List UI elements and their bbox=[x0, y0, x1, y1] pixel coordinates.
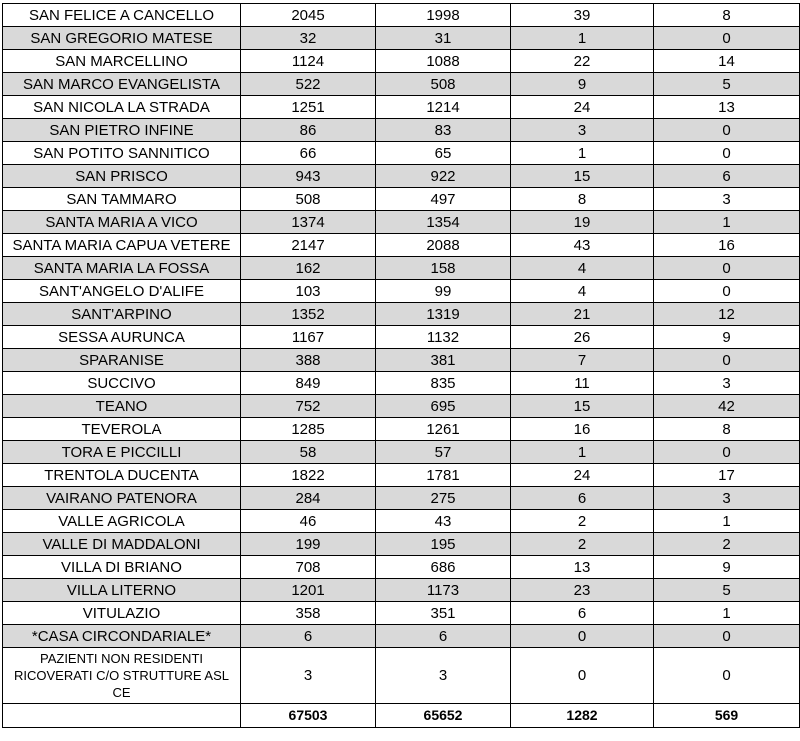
value-cell-3: 15 bbox=[511, 165, 654, 188]
value-cell-2: 922 bbox=[376, 165, 511, 188]
value-cell-2: 57 bbox=[376, 441, 511, 464]
row-name-cell: TEANO bbox=[3, 395, 241, 418]
value-cell-3: 22 bbox=[511, 50, 654, 73]
row-name-cell: SAN TAMMARO bbox=[3, 188, 241, 211]
value-cell-3: 4 bbox=[511, 257, 654, 280]
value-cell-4: 0 bbox=[654, 625, 800, 648]
row-name-cell: SAN MARCO EVANGELISTA bbox=[3, 73, 241, 96]
value-cell-3: 26 bbox=[511, 326, 654, 349]
value-cell-4: 1 bbox=[654, 211, 800, 234]
row-name-cell: *CASA CIRCONDARIALE* bbox=[3, 625, 241, 648]
table-row bbox=[3, 326, 800, 349]
row-name-cell: TRENTOLA DUCENTA bbox=[3, 464, 241, 487]
value-cell-4: 42 bbox=[654, 395, 800, 418]
value-cell-4: 8 bbox=[654, 418, 800, 441]
table-row bbox=[3, 372, 800, 395]
table-row bbox=[3, 234, 800, 257]
value-cell-3: 19 bbox=[511, 211, 654, 234]
table-row bbox=[3, 579, 800, 602]
value-cell-1: 1251 bbox=[241, 96, 376, 119]
value-cell-3: 7 bbox=[511, 349, 654, 372]
value-cell-4: 0 bbox=[654, 119, 800, 142]
value-cell-4: 5 bbox=[654, 579, 800, 602]
table-row bbox=[3, 119, 800, 142]
table-row bbox=[3, 510, 800, 533]
value-cell-4: 9 bbox=[654, 556, 800, 579]
table-row bbox=[3, 533, 800, 556]
value-cell-2: 65 bbox=[376, 142, 511, 165]
value-cell-1: 2045 bbox=[241, 4, 376, 27]
value-cell-2: 3 bbox=[376, 648, 511, 704]
table-row bbox=[3, 96, 800, 119]
value-cell-3: 4 bbox=[511, 280, 654, 303]
table-row bbox=[3, 464, 800, 487]
row-name-cell: SAN PRISCO bbox=[3, 165, 241, 188]
value-cell-1: 2147 bbox=[241, 234, 376, 257]
value-cell-3: 23 bbox=[511, 579, 654, 602]
row-name-cell: SUCCIVO bbox=[3, 372, 241, 395]
table-row bbox=[3, 257, 800, 280]
value-cell-1: 1285 bbox=[241, 418, 376, 441]
value-cell-1: 358 bbox=[241, 602, 376, 625]
total-cell-3: 1282 bbox=[511, 704, 654, 728]
value-cell-3: 24 bbox=[511, 96, 654, 119]
value-cell-4: 6 bbox=[654, 165, 800, 188]
value-cell-3: 6 bbox=[511, 487, 654, 510]
row-name-cell: SAN FELICE A CANCELLO bbox=[3, 4, 241, 27]
value-cell-3: 21 bbox=[511, 303, 654, 326]
value-cell-4: 14 bbox=[654, 50, 800, 73]
table-row bbox=[3, 73, 800, 96]
value-cell-4: 3 bbox=[654, 372, 800, 395]
value-cell-3: 9 bbox=[511, 73, 654, 96]
table-row bbox=[3, 625, 800, 648]
value-cell-2: 43 bbox=[376, 510, 511, 533]
table-row bbox=[3, 165, 800, 188]
table-row bbox=[3, 395, 800, 418]
row-name-cell: TEVEROLA bbox=[3, 418, 241, 441]
value-cell-2: 1173 bbox=[376, 579, 511, 602]
value-cell-1: 508 bbox=[241, 188, 376, 211]
value-cell-1: 1374 bbox=[241, 211, 376, 234]
table-row bbox=[3, 50, 800, 73]
row-name-cell: VALLE AGRICOLA bbox=[3, 510, 241, 533]
value-cell-4: 1 bbox=[654, 510, 800, 533]
value-cell-4: 13 bbox=[654, 96, 800, 119]
value-cell-3: 8 bbox=[511, 188, 654, 211]
value-cell-4: 1 bbox=[654, 602, 800, 625]
value-cell-3: 3 bbox=[511, 119, 654, 142]
value-cell-1: 86 bbox=[241, 119, 376, 142]
value-cell-2: 2088 bbox=[376, 234, 511, 257]
row-name-cell: SAN GREGORIO MATESE bbox=[3, 27, 241, 50]
value-cell-1: 1167 bbox=[241, 326, 376, 349]
table-row bbox=[3, 602, 800, 625]
value-cell-3: 1 bbox=[511, 441, 654, 464]
row-name-cell: SANTA MARIA A VICO bbox=[3, 211, 241, 234]
value-cell-2: 1354 bbox=[376, 211, 511, 234]
municipality-table bbox=[2, 3, 800, 728]
row-name-cell: TORA E PICCILLI bbox=[3, 441, 241, 464]
value-cell-4: 16 bbox=[654, 234, 800, 257]
row-name-cell: SAN PIETRO INFINE bbox=[3, 119, 241, 142]
value-cell-2: 381 bbox=[376, 349, 511, 372]
value-cell-4: 0 bbox=[654, 280, 800, 303]
value-cell-2: 351 bbox=[376, 602, 511, 625]
row-name-cell: VILLA DI BRIANO bbox=[3, 556, 241, 579]
table-body bbox=[3, 4, 800, 728]
value-cell-4: 0 bbox=[654, 441, 800, 464]
value-cell-3: 2 bbox=[511, 510, 654, 533]
value-cell-1: 943 bbox=[241, 165, 376, 188]
value-cell-1: 32 bbox=[241, 27, 376, 50]
value-cell-1: 199 bbox=[241, 533, 376, 556]
value-cell-2: 1088 bbox=[376, 50, 511, 73]
total-cell-4: 569 bbox=[654, 704, 800, 728]
value-cell-3: 16 bbox=[511, 418, 654, 441]
value-cell-2: 686 bbox=[376, 556, 511, 579]
value-cell-3: 24 bbox=[511, 464, 654, 487]
table-row bbox=[3, 211, 800, 234]
value-cell-2: 1319 bbox=[376, 303, 511, 326]
table-row bbox=[3, 27, 800, 50]
value-cell-2: 1998 bbox=[376, 4, 511, 27]
value-cell-4: 8 bbox=[654, 4, 800, 27]
value-cell-2: 1261 bbox=[376, 418, 511, 441]
value-cell-4: 0 bbox=[654, 27, 800, 50]
value-cell-4: 0 bbox=[654, 648, 800, 704]
value-cell-3: 1 bbox=[511, 142, 654, 165]
totals-row bbox=[3, 704, 800, 728]
value-cell-1: 103 bbox=[241, 280, 376, 303]
value-cell-2: 1132 bbox=[376, 326, 511, 349]
value-cell-2: 158 bbox=[376, 257, 511, 280]
value-cell-1: 46 bbox=[241, 510, 376, 533]
value-cell-2: 275 bbox=[376, 487, 511, 510]
value-cell-1: 1352 bbox=[241, 303, 376, 326]
row-name-cell: VAIRANO PATENORA bbox=[3, 487, 241, 510]
value-cell-1: 752 bbox=[241, 395, 376, 418]
value-cell-1: 284 bbox=[241, 487, 376, 510]
table-row bbox=[3, 441, 800, 464]
total-cell-1: 67503 bbox=[241, 704, 376, 728]
value-cell-1: 3 bbox=[241, 648, 376, 704]
row-name-cell: VALLE DI MADDALONI bbox=[3, 533, 241, 556]
value-cell-1: 1124 bbox=[241, 50, 376, 73]
value-cell-4: 12 bbox=[654, 303, 800, 326]
value-cell-1: 66 bbox=[241, 142, 376, 165]
value-cell-2: 497 bbox=[376, 188, 511, 211]
value-cell-1: 1201 bbox=[241, 579, 376, 602]
value-cell-4: 0 bbox=[654, 349, 800, 372]
value-cell-1: 708 bbox=[241, 556, 376, 579]
value-cell-2: 1781 bbox=[376, 464, 511, 487]
row-name-cell: SAN MARCELLINO bbox=[3, 50, 241, 73]
row-name-cell: VILLA LITERNO bbox=[3, 579, 241, 602]
value-cell-1: 58 bbox=[241, 441, 376, 464]
value-cell-1: 6 bbox=[241, 625, 376, 648]
total-cell-2: 65652 bbox=[376, 704, 511, 728]
value-cell-1: 388 bbox=[241, 349, 376, 372]
value-cell-3: 0 bbox=[511, 648, 654, 704]
value-cell-3: 6 bbox=[511, 602, 654, 625]
table-row bbox=[3, 188, 800, 211]
row-name-cell: SESSA AURUNCA bbox=[3, 326, 241, 349]
table-row bbox=[3, 142, 800, 165]
value-cell-1: 162 bbox=[241, 257, 376, 280]
value-cell-4: 5 bbox=[654, 73, 800, 96]
row-name-cell: SANT'ANGELO D'ALIFE bbox=[3, 280, 241, 303]
value-cell-4: 3 bbox=[654, 487, 800, 510]
totals-label-cell bbox=[3, 704, 241, 728]
row-name-cell: SANTA MARIA CAPUA VETERE bbox=[3, 234, 241, 257]
value-cell-1: 849 bbox=[241, 372, 376, 395]
value-cell-3: 11 bbox=[511, 372, 654, 395]
table-row bbox=[3, 556, 800, 579]
row-name-cell: SANTA MARIA LA FOSSA bbox=[3, 257, 241, 280]
value-cell-4: 0 bbox=[654, 142, 800, 165]
value-cell-2: 99 bbox=[376, 280, 511, 303]
value-cell-4: 2 bbox=[654, 533, 800, 556]
value-cell-2: 31 bbox=[376, 27, 511, 50]
non-residents-row bbox=[3, 648, 800, 704]
value-cell-3: 13 bbox=[511, 556, 654, 579]
row-name-cell: SANT'ARPINO bbox=[3, 303, 241, 326]
value-cell-3: 39 bbox=[511, 4, 654, 27]
table-row bbox=[3, 487, 800, 510]
value-cell-1: 1822 bbox=[241, 464, 376, 487]
value-cell-2: 835 bbox=[376, 372, 511, 395]
value-cell-2: 6 bbox=[376, 625, 511, 648]
row-name-cell: SPARANISE bbox=[3, 349, 241, 372]
value-cell-4: 0 bbox=[654, 257, 800, 280]
value-cell-3: 2 bbox=[511, 533, 654, 556]
value-cell-2: 83 bbox=[376, 119, 511, 142]
row-name-cell: SAN NICOLA LA STRADA bbox=[3, 96, 241, 119]
value-cell-2: 508 bbox=[376, 73, 511, 96]
value-cell-4: 9 bbox=[654, 326, 800, 349]
value-cell-3: 1 bbox=[511, 27, 654, 50]
row-name-cell: SAN POTITO SANNITICO bbox=[3, 142, 241, 165]
table-row bbox=[3, 349, 800, 372]
table-row bbox=[3, 418, 800, 441]
row-name-cell: VITULAZIO bbox=[3, 602, 241, 625]
table-row bbox=[3, 303, 800, 326]
value-cell-3: 15 bbox=[511, 395, 654, 418]
value-cell-4: 3 bbox=[654, 188, 800, 211]
value-cell-2: 195 bbox=[376, 533, 511, 556]
value-cell-4: 17 bbox=[654, 464, 800, 487]
table-row bbox=[3, 4, 800, 27]
value-cell-1: 522 bbox=[241, 73, 376, 96]
row-name-cell: PAZIENTI NON RESIDENTI RICOVERATI C/O STRUTTURE ASL CE bbox=[3, 648, 241, 704]
value-cell-2: 1214 bbox=[376, 96, 511, 119]
value-cell-3: 43 bbox=[511, 234, 654, 257]
value-cell-2: 695 bbox=[376, 395, 511, 418]
value-cell-3: 0 bbox=[511, 625, 654, 648]
table-row bbox=[3, 280, 800, 303]
